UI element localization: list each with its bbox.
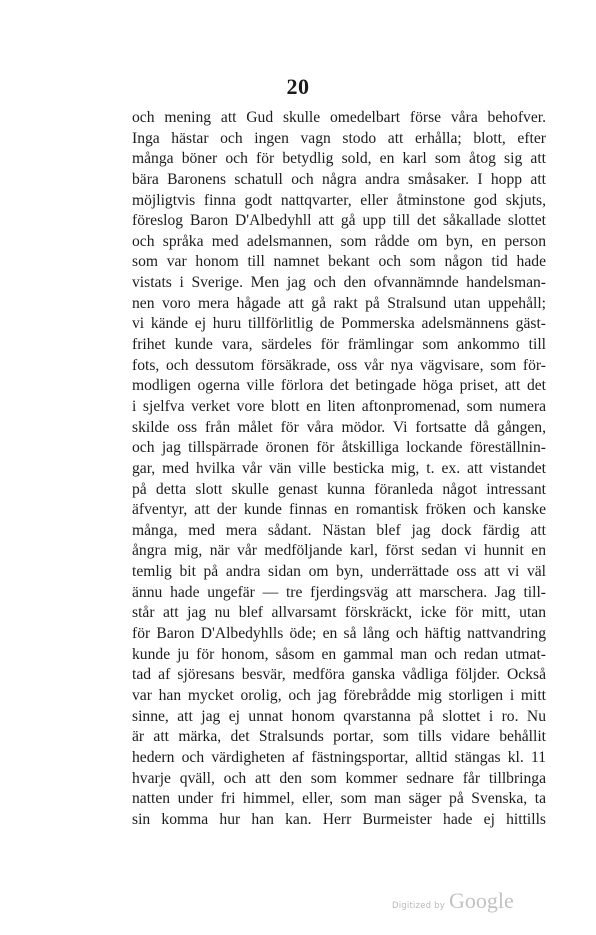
digitized-by-label: Digitized by (392, 901, 445, 911)
text-line: gar, med hvilka vår vän ville besticka mig, t. ex. att vistandet (132, 459, 546, 477)
text-line: för Baron D'Albedyhlls öde; en så lång och häftig nattvandring (132, 625, 546, 643)
digitized-by-google-watermark (392, 888, 514, 914)
text-line: bära Baronens schatull och några andra småsaker. I hopp att (132, 170, 546, 188)
text-line: och jag tillspärrade öronen för åtskilliga lockande föreställnin- (132, 439, 546, 457)
text-line: möjligtvis finna godt nattqvarter, eller åtminstone god skjuts, (132, 191, 546, 209)
text-line: temlig bit på andra sidan om byn, underrättade oss att vi väl (132, 563, 546, 581)
text-line: hvarje qväll, och att den som kommer sednare får tillbringa (132, 769, 546, 787)
text-line: kunde ju för honom, såsom en gammal man och redan utmat- (132, 645, 546, 663)
text-line: frihet kunde vara, särdeles för främlingar som ankommo till (132, 336, 546, 354)
text-line: på detta slott skulle genast kunna föranleda något intressant (132, 480, 546, 498)
text-line: föreslog Baron D'Albedyhll att gå upp till det såkallade slottet (132, 212, 546, 230)
text-line: hedern och värdigheten af fästningsportar, alltid stängas kl. 11 (132, 748, 546, 766)
text-line: många böner och för betydlig sold, en karl som åtog sig att (132, 150, 546, 168)
text-line: var han mycket orolig, och jag förebrådde mig storligen i mitt (132, 686, 546, 704)
text-line: som var honom till namnet bekant och som någon tid hade (132, 253, 546, 271)
text-line: och mening att Gud skulle omedelbart förse våra behofver. (132, 109, 546, 126)
text-line: vistats i Sverige. Men jag och den ofvannämnde handelsman- (132, 274, 546, 292)
text-line: i sjelfva verket vore blott en liten aftonpromenad, som numera (132, 397, 546, 415)
text-line: Inga hästar och ingen vagn stodo att erhålla; blott, efter (132, 129, 546, 147)
text-line: natten under fri himmel, eller, som man säger på Svenska, ta (132, 790, 546, 808)
text-line: äfventyr, att der kunde finnas en romantisk fröken och kanske (132, 501, 546, 519)
text-line: nen voro mera hågade att gå rakt på Stralsund utan uppehåll; (132, 294, 546, 312)
text-line: skilde oss från målet för våra mödor. Vi fortsatte då gången, (132, 418, 546, 436)
text-line: är att märka, det Stralsunds portar, som tills vidare behållit (132, 728, 546, 746)
text-line: modligen ogerna ville förlora det betingade höga priset, att det (132, 377, 546, 395)
text-line: står att jag nu blef allvarsamt förskräckt, icke för mitt, utan (132, 604, 546, 622)
text-line: tad af sjöresans besvär, medföra ganska vådliga följder. Också (132, 666, 546, 684)
text-line: och språka med adelsmannen, som rådde om byn, en person (132, 232, 546, 250)
text-line: vi kände ej huru tillförlitlig de Pommerska adelsmännens gäst- (132, 315, 546, 333)
text-line: sin komma hur han kan. Herr Burmeister hade ej hittills (132, 810, 546, 828)
text-line: ångra mig, när vår medföljande karl, först sedan vi hunnit en (132, 542, 546, 560)
body-text (132, 108, 546, 830)
text-line: ännu hade ungefär — tre fjerdingsväg att marschera. Jag till- (132, 583, 546, 601)
google-logo-text: Google (448, 888, 514, 913)
text-line: fots, och dessutom försäkrade, oss vår nya vägvisare, som för- (132, 356, 546, 374)
page-number: 20 (286, 74, 310, 99)
text-line: sinne, att jag ej unnat honom qvarstanna på slottet i ro. Nu (132, 707, 546, 725)
text-line: många, med mera sådant. Nästan blef jag dock färdig att (132, 521, 546, 539)
